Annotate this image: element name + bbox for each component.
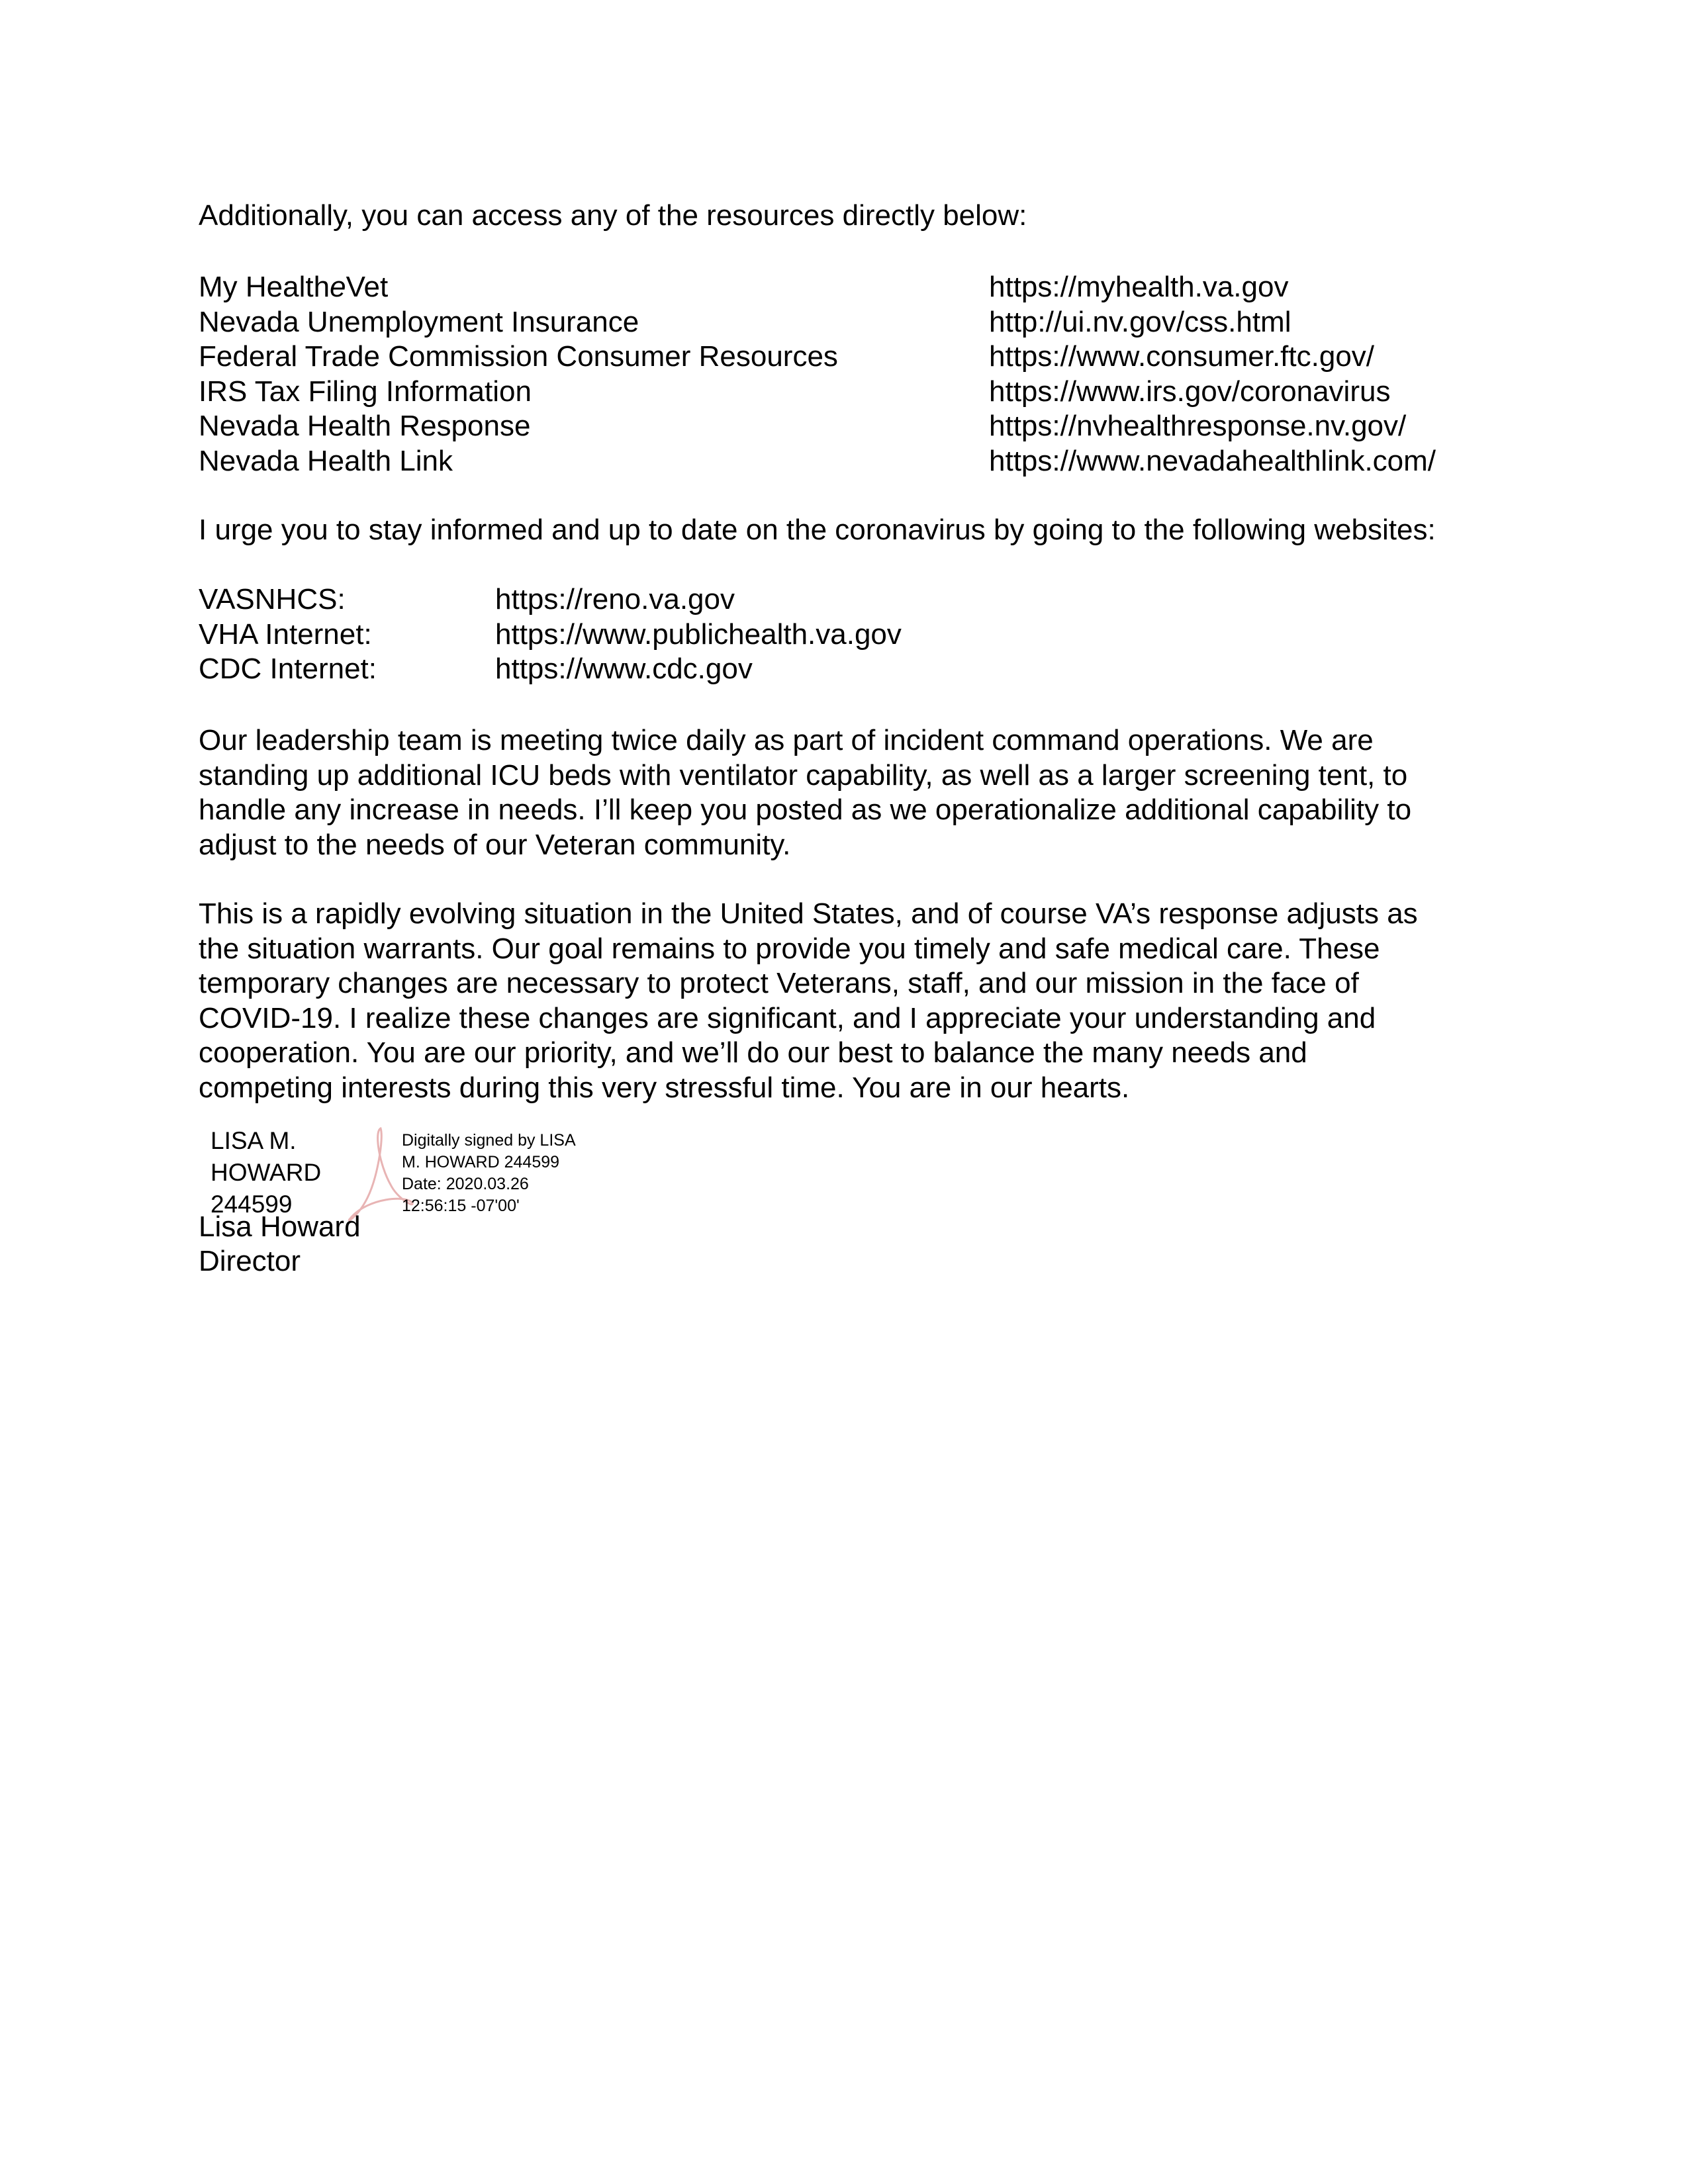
website-label: VHA Internet:: [199, 617, 372, 651]
resource-name: Nevada Unemployment Insurance: [199, 305, 639, 338]
paragraph-line: handle any increase in needs. I’ll keep you posted as we operationalize additional capability to: [199, 794, 1412, 826]
resource-row: [199, 305, 1496, 340]
paragraph-line: the situation warrants. Our goal remains to provide you timely and safe medical care. These: [199, 932, 1380, 965]
websites-list: [199, 582, 1496, 687]
resource-url[interactable]: https://nvhealthresponse.nv.gov/: [989, 410, 1407, 442]
paragraph-line: temporary changes are necessary to protect Veterans, staff, and our mission in the face of: [199, 967, 1359, 999]
details-line: M. HOWARD 244599: [402, 1153, 560, 1171]
details-line: Digitally signed by LISA: [402, 1131, 576, 1150]
resource-name: IRS Tax Filing Information: [199, 375, 532, 408]
paragraph-leadership: [199, 723, 1496, 862]
details-line: Date: 2020.03.26: [402, 1175, 529, 1193]
details-line: 12:56:15 -07'00': [402, 1197, 520, 1215]
resource-url[interactable]: https://www.consumer.ftc.gov/: [989, 340, 1375, 373]
resource-url[interactable]: https://www.irs.gov/coronavirus: [989, 375, 1391, 408]
resource-url[interactable]: https://www.nevadahealthlink.com/: [989, 444, 1436, 477]
paragraph-situation: [199, 897, 1496, 1105]
intro-text: Additionally, you can access any of the resources directly below:: [199, 199, 1027, 232]
resource-name: Nevada Health Response: [199, 410, 531, 442]
website-label: CDC Internet:: [199, 653, 377, 685]
resource-row: [199, 375, 1496, 410]
resource-url[interactable]: https://myhealth.va.gov: [989, 271, 1289, 303]
resource-name: My HealtheVet: [199, 271, 389, 303]
resource-row: [199, 444, 1496, 479]
paragraph-line: adjust to the needs of our Veteran community.: [199, 828, 791, 861]
paragraph-line: COVID-19. I realize these changes are significant, and I appreciate your understanding and: [199, 1001, 1376, 1034]
website-url[interactable]: https://www.cdc.gov: [495, 653, 753, 685]
paragraph-line: Our leadership team is meeting twice daily as part of incident command operations. We are: [199, 724, 1374, 756]
resource-row: [199, 270, 1496, 305]
paragraph-line: This is a rapidly evolving situation in the United States, and of course VA’s response adjusts as: [199, 897, 1418, 930]
resource-name: Federal Trade Commission Consumer Resources: [199, 340, 838, 373]
signer-line: 244599: [211, 1191, 293, 1218]
website-url[interactable]: https://www.publichealth.va.gov: [495, 617, 902, 651]
signer-line: HOWARD: [211, 1159, 322, 1186]
website-url[interactable]: https://reno.va.gov: [495, 583, 735, 615]
website-row: [199, 652, 1496, 687]
signer-line: LISA M.: [211, 1127, 297, 1154]
signature-name: Lisa Howard: [199, 1210, 361, 1243]
resource-row: [199, 409, 1496, 444]
resource-url[interactable]: http://ui.nv.gov/css.html: [989, 305, 1291, 338]
paragraph-line: competing interests during this very stressful time. You are in our hearts.: [199, 1071, 1130, 1104]
website-row: [199, 617, 1496, 653]
paragraph-line: standing up additional ICU beds with ventilator capability, as well as a larger screening tent, to: [199, 758, 1408, 792]
resources-list: [199, 270, 1496, 478]
signature-title: Director: [199, 1245, 301, 1277]
resource-name: Nevada Health Link: [199, 444, 453, 477]
website-row: [199, 582, 1496, 617]
digital-signature-details: [402, 1130, 576, 1217]
paragraph-line: cooperation. You are our priority, and we’ll do our best to balance the many needs and: [199, 1036, 1307, 1069]
website-label: VASNHCS:: [199, 583, 346, 615]
resource-row: [199, 340, 1496, 375]
urge-text: I urge you to stay informed and up to date on the coronavirus by going to the following websites:: [199, 514, 1436, 546]
digital-signature-signer: [211, 1125, 321, 1220]
